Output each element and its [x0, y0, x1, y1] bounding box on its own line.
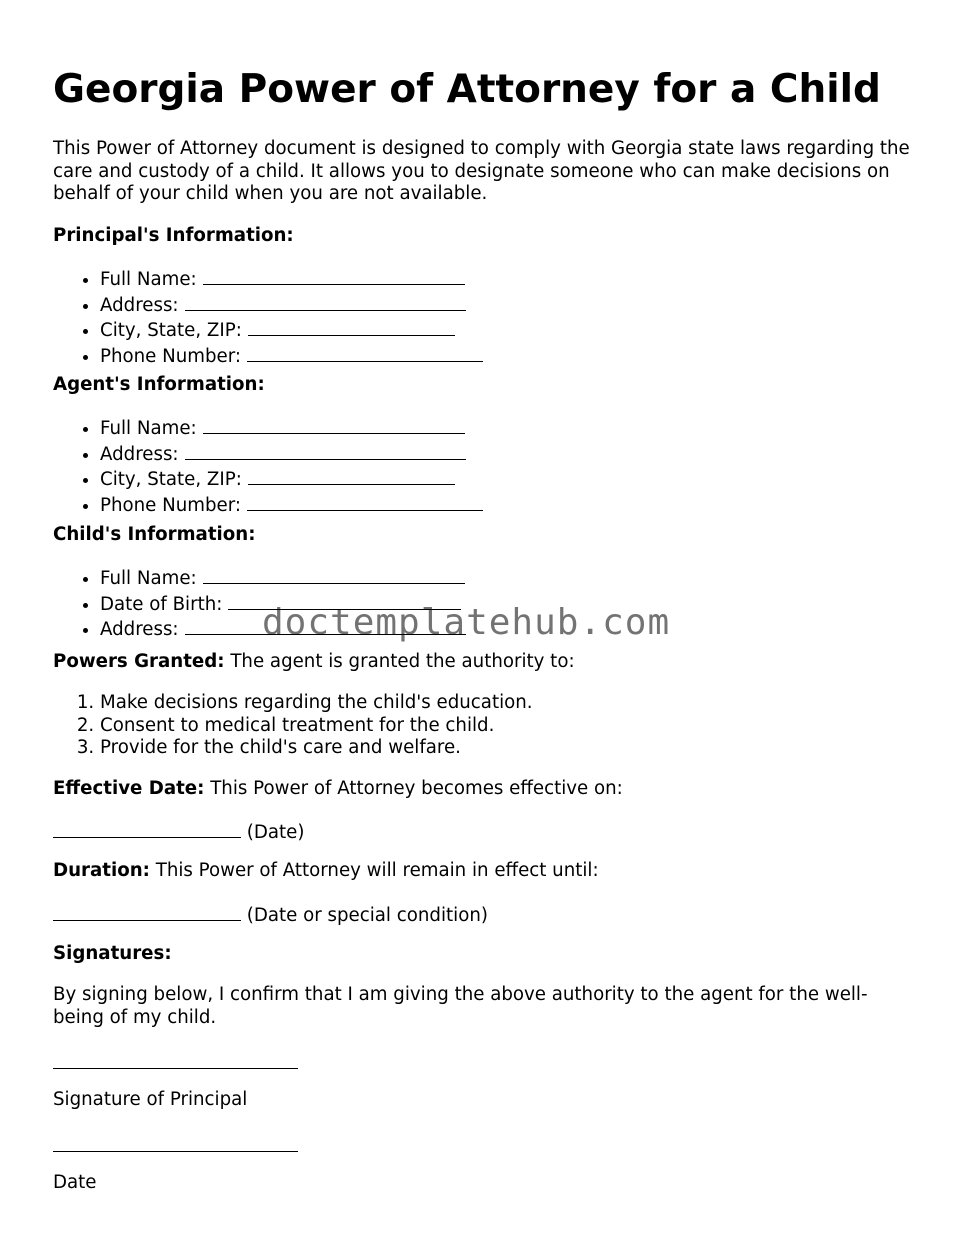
- powers-text: The agent is granted the authority to:: [224, 651, 575, 672]
- agent-heading: Agent's Information:: [53, 374, 265, 395]
- fill-line[interactable]: [203, 565, 465, 584]
- intro-paragraph: This Power of Attorney document is designed to comply with Georgia state laws regarding the care and custody of a child. It allows you to designate someone who can make decisions on behalf of your child when you are not available.: [53, 138, 910, 205]
- date-label: Date: [53, 1172, 97, 1193]
- signature-date-line[interactable]: [53, 1133, 298, 1152]
- effective-text: This Power of Attorney becomes effective on:: [204, 778, 623, 799]
- fill-line[interactable]: [247, 492, 483, 511]
- duration-heading: Duration:: [53, 860, 150, 881]
- principal-city-state-zip-field[interactable]: • City, State, ZIP:: [100, 317, 483, 343]
- principal-full-name-field[interactable]: • Full Name:: [100, 266, 483, 292]
- signature-label: Signature of Principal: [53, 1089, 248, 1110]
- fill-line[interactable]: [247, 343, 483, 362]
- fill-line[interactable]: [185, 292, 466, 311]
- agent-fields: [53, 415, 483, 517]
- duration-paragraph: [53, 860, 599, 883]
- child-dob-field[interactable]: • Date of Birth:: [100, 591, 466, 617]
- duration-date-field[interactable]: [53, 902, 488, 928]
- document-title: Georgia Power of Attorney for a Child: [53, 67, 881, 112]
- fill-line[interactable]: [185, 441, 466, 460]
- principal-fields: [53, 266, 483, 368]
- fill-line[interactable]: [203, 266, 465, 285]
- power-item: 2. Consent to medical treatment for the child.: [100, 715, 533, 738]
- duration-text: This Power of Attorney will remain in effect until:: [149, 860, 599, 881]
- fill-line[interactable]: [53, 902, 241, 921]
- effective-paragraph: [53, 778, 623, 801]
- duration-date-label: (Date or special condition): [241, 905, 488, 926]
- effective-heading: Effective Date:: [53, 778, 205, 799]
- watermark: doctemplatehub.com: [262, 602, 671, 643]
- principal-phone-field[interactable]: • Phone Number:: [100, 343, 483, 369]
- signatures-heading: Signatures:: [53, 943, 172, 964]
- agent-address-field[interactable]: • Address:: [100, 441, 483, 467]
- power-item: 3. Provide for the child's care and welfare.: [100, 737, 533, 760]
- powers-heading: Powers Granted:: [53, 651, 225, 672]
- agent-city-state-zip-field[interactable]: • City, State, ZIP:: [100, 466, 483, 492]
- fill-line[interactable]: [203, 415, 465, 434]
- effective-date-label: (Date): [241, 822, 305, 843]
- child-heading: Child's Information:: [53, 524, 256, 545]
- power-item: 1. Make decisions regarding the child's education.: [100, 692, 533, 715]
- principal-signature-line[interactable]: [53, 1050, 298, 1069]
- fill-line[interactable]: [248, 317, 455, 336]
- signatures-statement: By signing below, I confirm that I am giving the above authority to the agent for the well-being of my child.: [53, 984, 868, 1028]
- fill-line[interactable]: [248, 466, 455, 485]
- child-full-name-field[interactable]: • Full Name:: [100, 565, 466, 591]
- powers-list: [53, 692, 533, 760]
- child-address-field[interactable]: • Address:: [100, 616, 466, 642]
- powers-paragraph: [53, 651, 575, 674]
- principal-address-field[interactable]: • Address:: [100, 292, 483, 318]
- principal-heading: Principal's Information:: [53, 225, 294, 246]
- agent-full-name-field[interactable]: • Full Name:: [100, 415, 483, 441]
- effective-date-field[interactable]: [53, 819, 304, 845]
- agent-phone-field[interactable]: • Phone Number:: [100, 492, 483, 518]
- fill-line[interactable]: [53, 819, 241, 838]
